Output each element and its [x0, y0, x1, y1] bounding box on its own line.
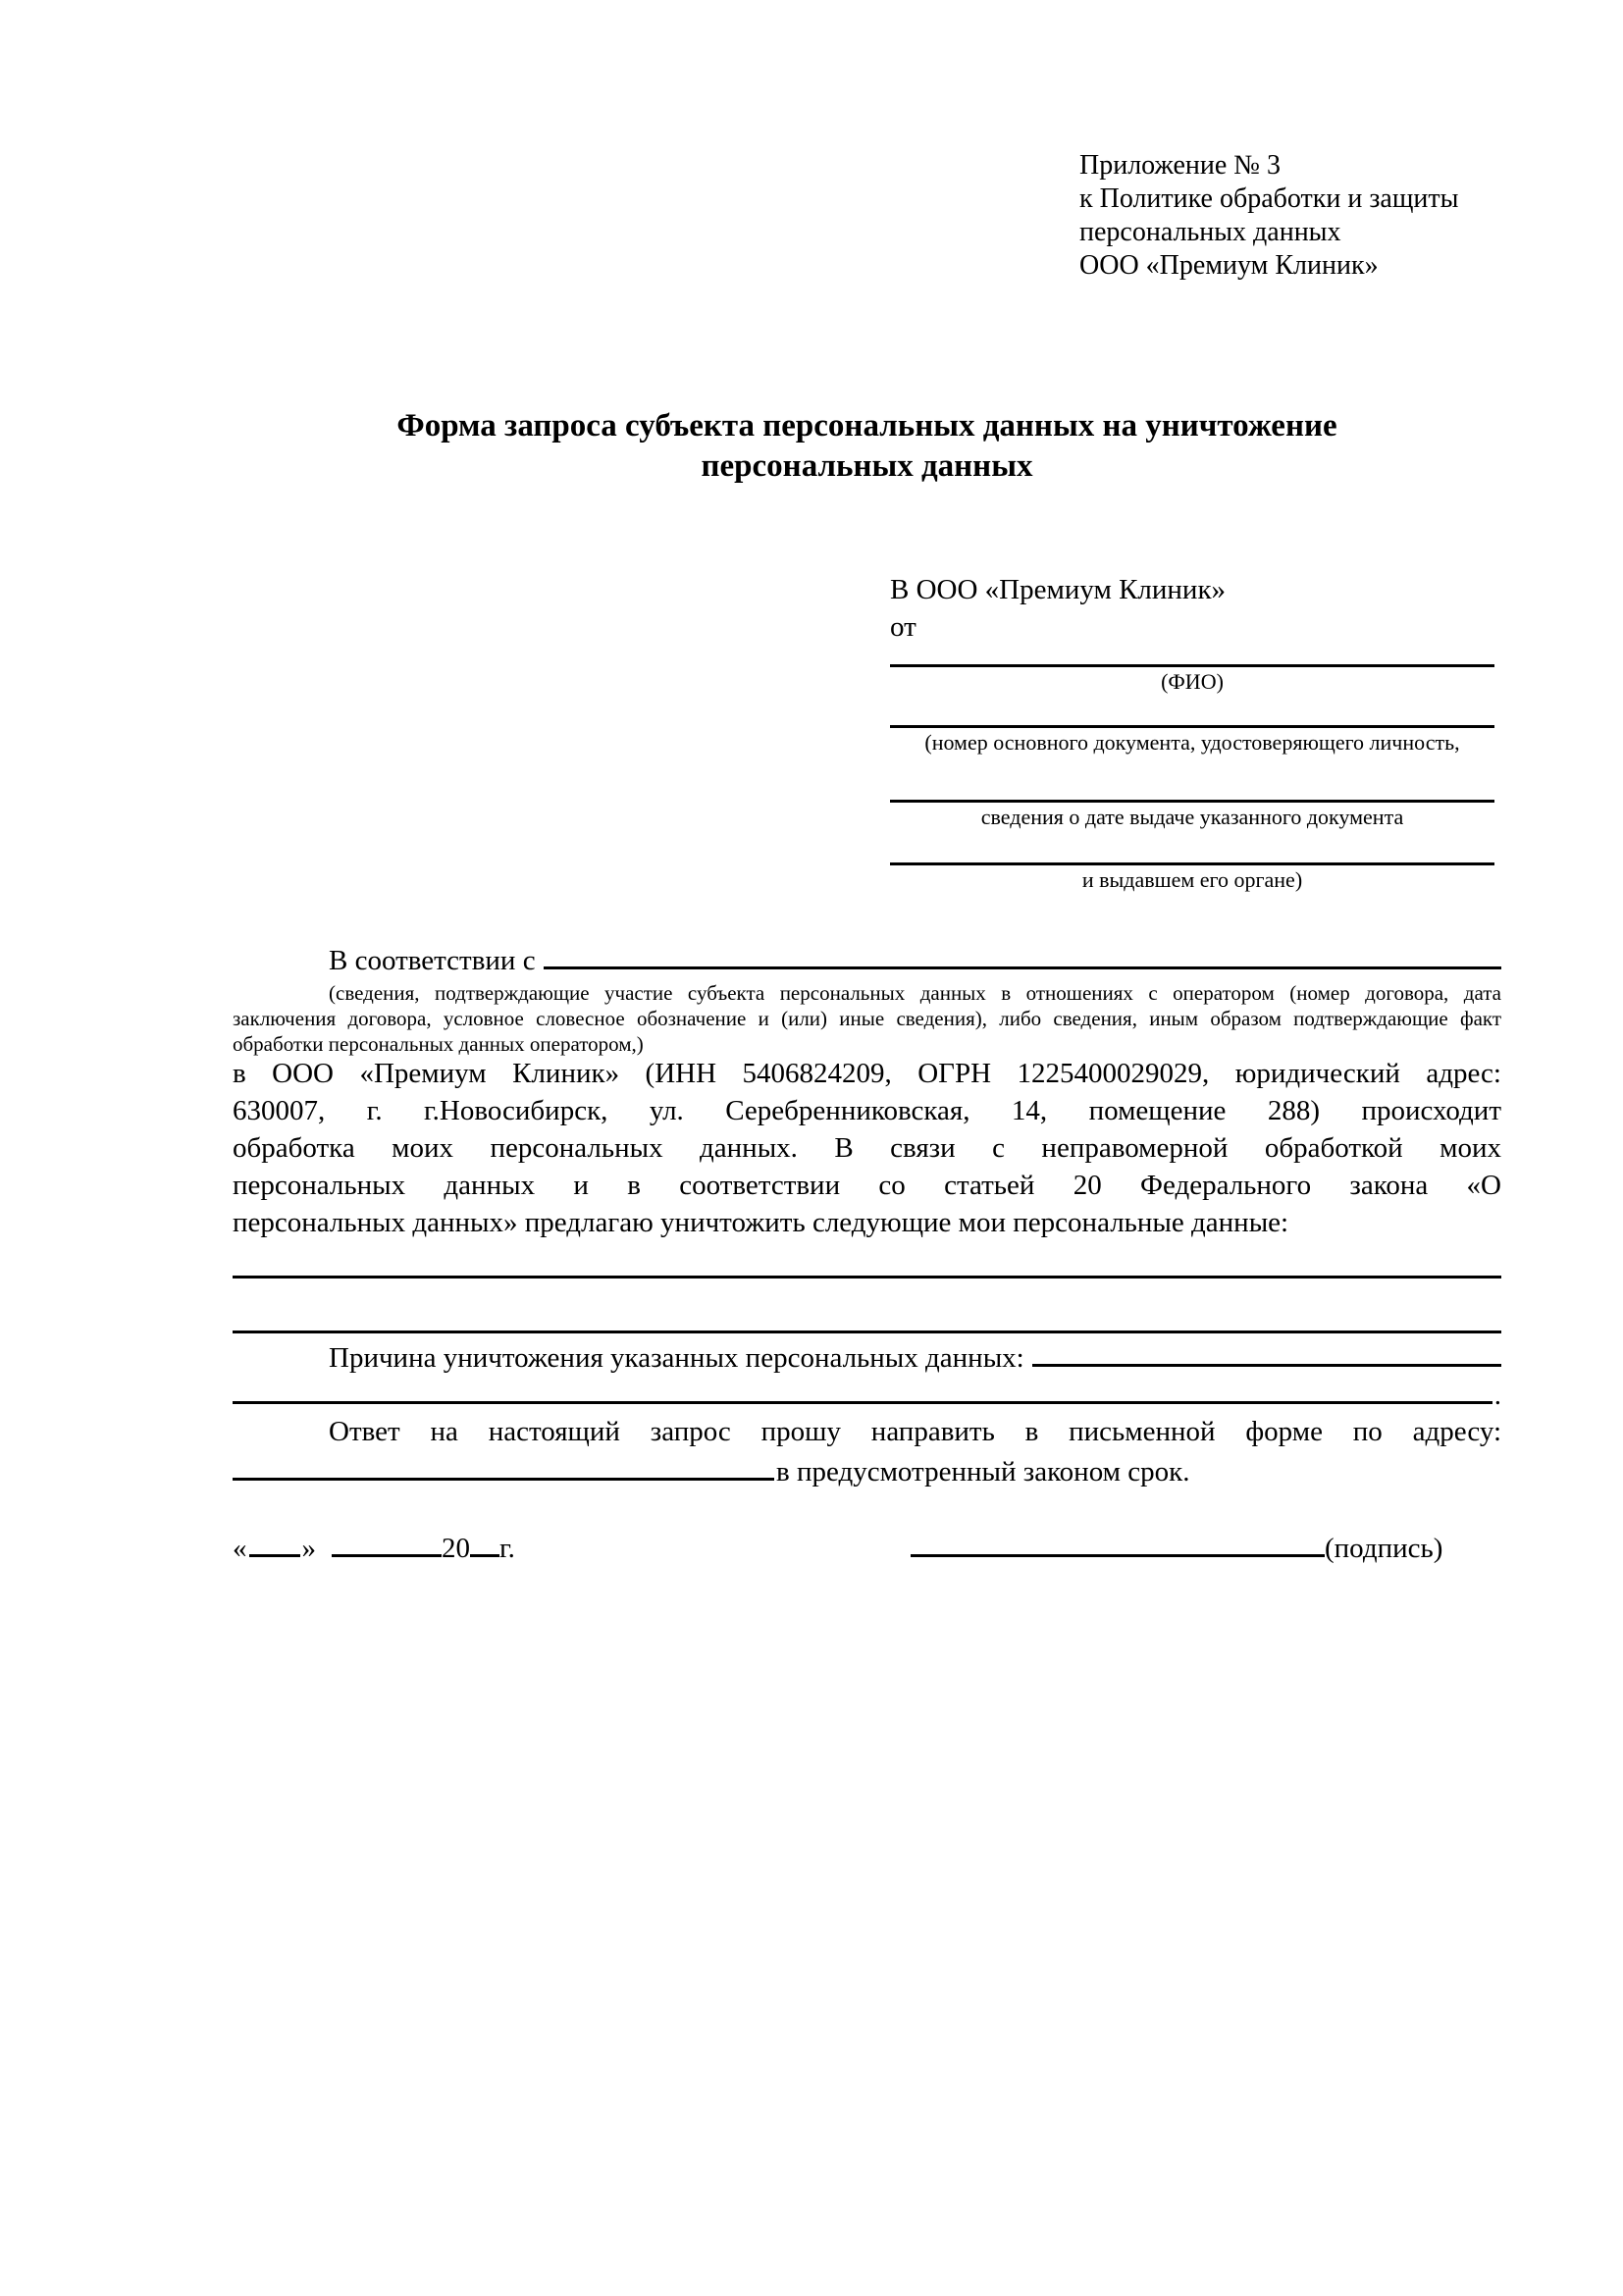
appendix-header-line: персональных данных	[1079, 217, 1341, 247]
signature-fill-line	[911, 1553, 1325, 1557]
answer-row-2	[233, 1455, 1501, 1488]
accordance-fill-line	[544, 966, 1501, 969]
personal-data-fill-line-2	[233, 1331, 1501, 1333]
period-mark: .	[1493, 1380, 1501, 1411]
main-paragraph-line: обработка моих персональных данных. В связи с неправомерной обработкой моих	[233, 1132, 1501, 1164]
main-paragraph-line: персональных данных» предлагаю уничтожить следующие мои персональные данные:	[233, 1207, 1289, 1238]
quote-open: «	[233, 1533, 247, 1564]
appendix-header	[1079, 149, 1458, 283]
main-paragraph-line: персональных данных и в соответствии со статьей 20 Федерального закона «О	[233, 1170, 1501, 1201]
accordance-row	[233, 944, 1501, 977]
date-field	[233, 1532, 515, 1565]
reason-continuation-row	[233, 1379, 1501, 1412]
form-title	[233, 406, 1501, 487]
fio-fill-line	[890, 664, 1494, 667]
appendix-header-line: Приложение № 3	[1079, 150, 1281, 181]
addressee-from-label: от	[890, 611, 916, 643]
document-number-caption: (номер основного документа, удостоверяющего личность,	[924, 730, 1460, 755]
issuing-authority-fill-line	[890, 862, 1494, 865]
month-fill-line	[332, 1553, 442, 1557]
issue-date-caption: сведения о дате выдаче указанного документа	[980, 805, 1404, 829]
issuing-authority-caption: и выдавшем его органе)	[1081, 867, 1303, 892]
main-paragraph-line: в ООО «Премиум Клиник» (ИНН 5406824209, ОГРН 1225400029029, юридический адрес:	[233, 1058, 1501, 1089]
answer-line-1: Ответ на настоящий запрос прошу направить в письменной форме по адресу:	[329, 1416, 1501, 1447]
fine-print-line: обработки персональных данных оператором,)	[233, 1032, 644, 1056]
signature-caption: (подпись)	[1325, 1533, 1443, 1564]
year-prefix: 20	[442, 1533, 470, 1564]
addressee-organization: В ООО «Премиум Клиник»	[890, 574, 1227, 605]
day-fill-line	[249, 1553, 300, 1557]
main-paragraph-line: 630007, г. г.Новосибирск, ул. Серебренниковская, 14, помещение 288) происходит	[233, 1095, 1501, 1126]
answer-line-2-suffix: в предусмотренный законом срок.	[776, 1456, 1190, 1487]
fio-caption: (ФИО)	[1161, 669, 1224, 694]
fine-print-line: (сведения, подтверждающие участие субъекта персональных данных в отношениях с оператором (номер договора, дата	[329, 981, 1501, 1005]
issue-date-fill-line	[890, 800, 1494, 803]
reason-fill-line	[1032, 1364, 1501, 1367]
year-fill-line	[470, 1553, 499, 1557]
accordance-label: В соответствии с	[329, 945, 536, 976]
personal-data-fill-line-1	[233, 1276, 1501, 1278]
address-fill-line	[233, 1478, 774, 1481]
quote-close: »	[301, 1533, 316, 1564]
appendix-header-line: ООО «Премиум Клиник»	[1079, 250, 1379, 281]
appendix-header-line: к Политике обработки и защиты	[1079, 183, 1459, 214]
form-title-line: Форма запроса субъекта персональных данных на уничтожение	[396, 408, 1337, 444]
main-paragraph	[233, 1055, 1501, 1241]
document-number-fill-line	[890, 725, 1494, 728]
fine-print-line: заключения договора, условное словесное обозначение и (или) иные сведения), либо сведения, иным образом подтверждающие факт	[233, 1007, 1501, 1030]
reason-fill-line-2	[233, 1401, 1492, 1404]
reason-row	[233, 1341, 1501, 1375]
signature-field	[911, 1532, 1442, 1565]
signature-row	[233, 1532, 1501, 1575]
form-title-line: персональных данных	[701, 448, 1033, 484]
year-suffix: г.	[499, 1533, 515, 1564]
reason-label: Причина уничтожения указанных персональных данных:	[329, 1342, 1024, 1374]
fine-print	[233, 980, 1501, 1057]
